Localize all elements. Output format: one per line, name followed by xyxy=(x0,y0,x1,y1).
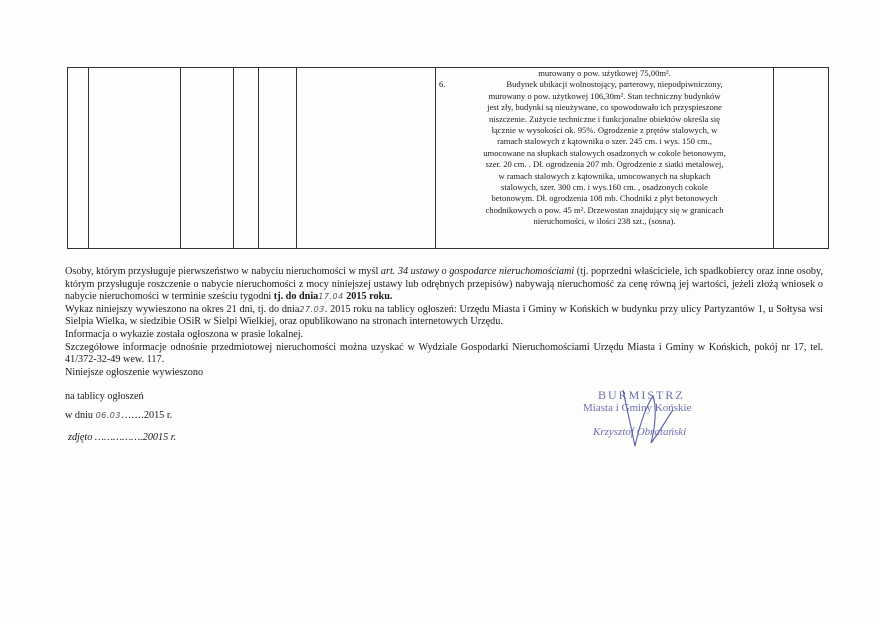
handwritten-date: 27.03 xyxy=(299,304,325,314)
text-span: …….2015 r. xyxy=(120,410,173,421)
description-line: umocowane na słupkach stalowych osadzonych w cokole betonowym, xyxy=(483,147,726,158)
description-line: betonowym. Dł. ogrodzenia 108 mb. Chodniki z płyt betonowych xyxy=(491,193,718,204)
mayor-stamp xyxy=(565,388,720,458)
table-divider xyxy=(773,68,774,248)
text-span: Wykaz niniejszy wywieszono na okres 21 dni, tj. do dnia xyxy=(65,303,300,315)
notice-body xyxy=(65,266,823,379)
pre-emption-paragraph xyxy=(65,266,823,304)
description-line: Budynek ubikacji wolnostojący, parterowy, niepodpiwniczony, xyxy=(506,79,723,90)
property-description-cell xyxy=(437,68,772,228)
description-line: szer. 20 cm. . Dł. ogrodzenia 207 mb. Ogrodzenie z siatki metalowej, xyxy=(485,159,724,170)
table-divider xyxy=(258,68,259,248)
description-line: niszczenie. Zużycie techniczne i funkcjonalne obiektów określa się xyxy=(489,113,720,124)
law-reference: art. 34 ustawy o gospodarce nieruchomościami xyxy=(380,266,575,277)
description-line: murowany o pow. użytkowej 106,30m². Stan techniczny budynków xyxy=(488,90,721,101)
stamp-name: Krzysztof Obratański xyxy=(593,426,687,438)
handwritten-date: 17.04 xyxy=(318,292,344,302)
removal-date-text: zdjęto …………….20015 r. xyxy=(68,432,177,443)
press-info: Informacja o wykazie została ogłoszona w prasie lokalnej. xyxy=(65,328,304,340)
description-list-item xyxy=(437,79,772,90)
text-span: Osoby, którym przysługuje pierwszeństwo w nabyciu nieruchomości w myśl xyxy=(65,266,381,277)
description-line: w ramach stalowych z kątownika, umocowanych na słupkach xyxy=(498,170,711,181)
description-line: ramach stalowych z kątownika o szer. 245 cm. i wys. 150 cm., xyxy=(497,136,712,147)
deadline-year: 2015 roku. xyxy=(343,291,393,303)
posted-note: Niniejsze ogłoszenie wywieszono xyxy=(65,366,204,378)
list-number: 6. xyxy=(439,79,446,90)
signature-icon xyxy=(565,388,720,458)
text-span: w dniu xyxy=(65,410,96,421)
property-table xyxy=(67,67,829,249)
description-line: jest zły, budynki są nieużywane, co spowodowało ich przyspieszone xyxy=(487,102,722,113)
description-line: stalowych, szer. 300 cm. i wys.160 cm. , osadzonych cokole xyxy=(501,182,708,193)
description-line: łącznie w wysokości ok. 95%. Ogrodzenie z prętów stalowych, w xyxy=(491,125,718,136)
table-divider xyxy=(180,68,181,248)
stamp-office: Miasta i Gminy Końskie xyxy=(583,402,692,414)
description-line: murowany o pow. użytkowej 75,00m². xyxy=(538,68,671,78)
stamp-title: BURMISTRZ xyxy=(598,388,685,402)
contact-paragraph: Szczegółowe informacje odnośnie przedmiotowej nieruchomości można uzyskać w Wydziale Gospodarki Nieruchomościami Urzędu Miasta i Gminy w Końskich, pokój nr 17, tel. 41/372-32-49 wew. 117. xyxy=(65,341,823,366)
text-span: . 2015 roku na tablicy ogłoszeń: Urzędu Miasta i Gminy w Końskich w budynku przy ulicy Partyzantów 1, u Sołtysa wsi Sielpia Wielka, w siedzibie OSiR w Sielpi Wielkiej, oraz opublikowano na stronach internetowych Urzędu. xyxy=(65,303,824,328)
table-divider xyxy=(435,68,436,248)
posting-paragraph xyxy=(65,304,823,329)
table-divider xyxy=(233,68,234,248)
posting-record xyxy=(65,391,365,404)
table-divider xyxy=(88,68,89,248)
deadline-label: tj. do dnia xyxy=(273,291,319,303)
posting-date xyxy=(65,410,365,423)
description-line: nieruchomości, w ilości 238 szt., (sosna). xyxy=(533,216,676,227)
description-line: chodnikowych o pow. 45 m². Drzewostan znajdujący się w granicach xyxy=(485,204,724,215)
removal-date xyxy=(68,432,368,445)
table-divider xyxy=(296,68,297,248)
handwritten-date: 06.03 xyxy=(95,411,121,420)
text-span: (tj. poprzedni właściciele, ich spadkobiercy oraz inne osoby, którym przysługuje roszczenie o nabycie nieruchomości z mocy niniejszej ustawy lub odrębnych przepisów) nabywają nieruchomość za cenę równą jej wartości, jeżeli złożą wniosek o nabycie nieruchomości w terminie sześciu tygodni xyxy=(65,266,823,303)
board-label: na tablicy ogłoszeń xyxy=(65,391,144,402)
